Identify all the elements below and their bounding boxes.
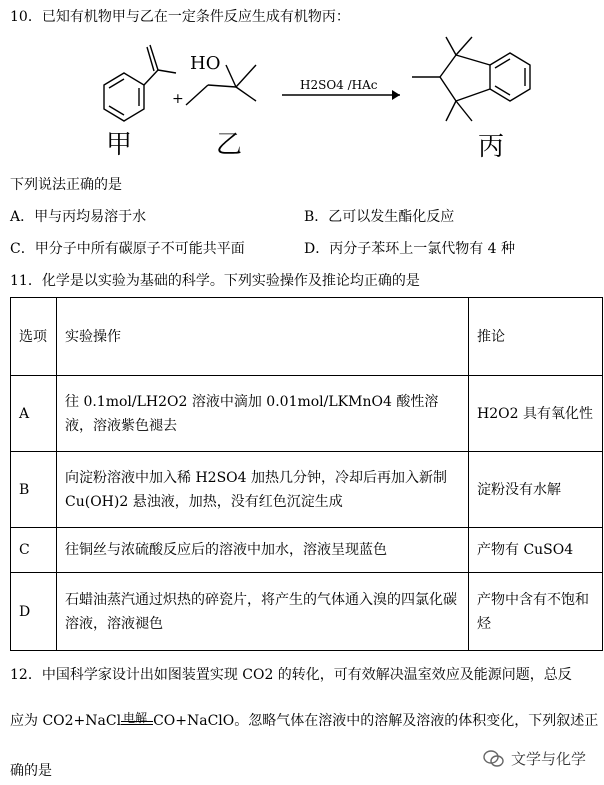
label-yi: 乙 bbox=[216, 130, 243, 160]
eq-prefix: 应为 CO2+NaCl bbox=[10, 713, 122, 729]
row-a-op: 往 0.1mol/LH2O2 溶液中滴加 0.01mol/LKMnO4 酸性溶液，溶液紫色褪去 bbox=[57, 376, 469, 452]
label-bing: 丙 bbox=[478, 132, 505, 162]
table-row bbox=[11, 528, 603, 573]
table-row bbox=[11, 573, 603, 651]
structure-bing bbox=[412, 37, 530, 121]
row-b-op: 向淀粉溶液中加入稀 H2SO4 加热几分钟，冷却后再加入新制 Cu(OH)2 悬浊液，加热，没有红色沉淀生成 bbox=[57, 452, 469, 528]
row-c-key: C bbox=[11, 528, 57, 573]
row-d-conclusion: 产物中含有不饱和烃 bbox=[469, 573, 603, 651]
q10-prompt: 下列说法正确的是 bbox=[10, 177, 122, 193]
row-d-key: D bbox=[11, 573, 57, 651]
table-row bbox=[11, 376, 603, 452]
q11-stem: 11．化学是以实验为基础的科学。下列实验操作及推论均正确的是 bbox=[10, 273, 420, 289]
header-key: 选项 bbox=[11, 298, 57, 376]
q10-stem: 10．已知有机物甲与乙在一定条件反应生成有机物丙： bbox=[10, 9, 350, 25]
label-jia: 甲 bbox=[106, 130, 133, 160]
row-c-conclusion: 产物有 CuSO4 bbox=[469, 528, 603, 573]
q10-option-d: D．丙分子苯环上一氯代物有 4 种 bbox=[304, 241, 516, 257]
ho-label: HO bbox=[190, 53, 221, 74]
header-conclusion: 推论 bbox=[469, 298, 603, 376]
watermark bbox=[483, 748, 586, 769]
table-header-row bbox=[11, 298, 603, 376]
row-c-op: 往铜丝与浓硫酸反应后的溶液中加水，溶液呈现蓝色 bbox=[57, 528, 469, 573]
row-a-key: A bbox=[11, 376, 57, 452]
reaction-diagram bbox=[0, 25, 604, 165]
eq-condition: 电解 bbox=[123, 711, 148, 725]
wechat-icon bbox=[483, 749, 505, 769]
header-op: 实验操作 bbox=[57, 298, 469, 376]
q12-equation bbox=[10, 710, 598, 730]
q12-line3: 确的是 bbox=[10, 763, 52, 779]
watermark-text: 文学与化学 bbox=[510, 750, 586, 768]
row-a-conclusion: H2O2 具有氧化性 bbox=[469, 376, 603, 452]
row-b-key: B bbox=[11, 452, 57, 528]
eq-suffix: CO+NaClO。忽略气体在溶液中的溶解及溶液的体积变化，下列叙述正 bbox=[153, 713, 599, 729]
q10-option-b: B．乙可以发生酯化反应 bbox=[304, 209, 455, 225]
q11-table bbox=[10, 297, 603, 651]
q10-option-c: C．甲分子中所有碳原子不可能共平面 bbox=[10, 241, 245, 257]
plus-sign: + bbox=[172, 91, 184, 107]
reaction-condition: H2SO4 /HAc bbox=[300, 78, 378, 92]
row-b-conclusion: 淀粉没有水解 bbox=[469, 452, 603, 528]
q10-option-a: A．甲与丙均易溶于水 bbox=[10, 209, 147, 225]
arrow-head bbox=[392, 90, 400, 100]
row-d-op: 石蜡油蒸汽通过炽热的碎瓷片，将产生的气体通入溴的四氯化碳溶液，溶液褪色 bbox=[57, 573, 469, 651]
structure-jia bbox=[104, 45, 176, 121]
q12-line1: 12．中国科学家设计出如图装置实现 CO2 的转化，可有效解决温室效应及能源问题，总反 bbox=[10, 667, 572, 683]
table-row bbox=[11, 452, 603, 528]
